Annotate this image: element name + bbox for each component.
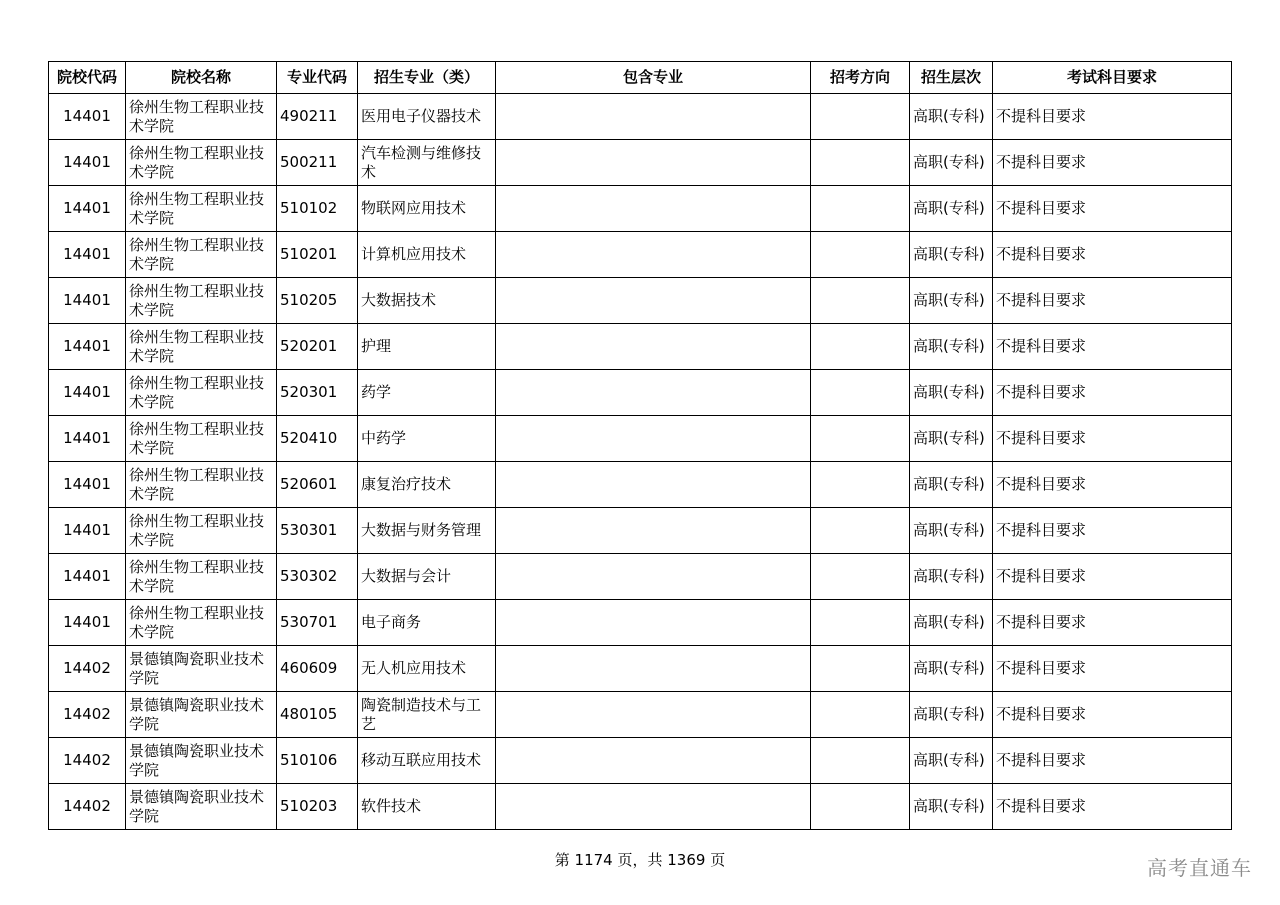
page-footer: 第 1174 页，共 1369 页 [554,851,726,869]
cell-school-code: 14401 [49,462,126,508]
cell-level: 高职(专科) [910,646,993,692]
table-row [49,186,1232,232]
cell-requirement: 不提科目要求 [993,646,1232,692]
cell-major: 药学 [358,370,496,416]
cell-requirement: 不提科目要求 [993,324,1232,370]
cell-level: 高职(专科) [910,232,993,278]
cell-school-name: 徐州生物工程职业技术学院 [126,416,277,462]
cell-school-name: 徐州生物工程职业技术学院 [126,600,277,646]
cell-direction [811,232,910,278]
cell-included-majors [496,784,811,830]
cell-school-name: 徐州生物工程职业技术学院 [126,554,277,600]
cell-school-code: 14402 [49,738,126,784]
cell-direction [811,738,910,784]
cell-school-name: 徐州生物工程职业技术学院 [126,508,277,554]
cell-major: 软件技术 [358,784,496,830]
cell-included-majors [496,370,811,416]
cell-school-code: 14401 [49,94,126,140]
table-row [49,140,1232,186]
cell-school-name: 徐州生物工程职业技术学院 [126,140,277,186]
cell-level: 高职(专科) [910,738,993,784]
cell-direction [811,324,910,370]
cell-school-code: 14402 [49,784,126,830]
cell-requirement: 不提科目要求 [993,370,1232,416]
cell-direction [811,600,910,646]
cell-major-code: 510205 [277,278,358,324]
cell-direction [811,278,910,324]
cell-direction [811,646,910,692]
cell-included-majors [496,278,811,324]
cell-major: 电子商务 [358,600,496,646]
header-row [49,62,1232,94]
header-major-code: 专业代码 [277,62,358,94]
cell-school-code: 14401 [49,140,126,186]
cell-major: 物联网应用技术 [358,186,496,232]
header-major: 招生专业（类） [358,62,496,94]
cell-level: 高职(专科) [910,324,993,370]
cell-included-majors [496,600,811,646]
cell-level: 高职(专科) [910,186,993,232]
table-row [49,416,1232,462]
table-row [49,784,1232,830]
cell-school-code: 14401 [49,370,126,416]
cell-school-code: 14401 [49,554,126,600]
cell-major-code: 530301 [277,508,358,554]
cell-major: 大数据与会计 [358,554,496,600]
cell-direction [811,370,910,416]
cell-major: 大数据与财务管理 [358,508,496,554]
cell-requirement: 不提科目要求 [993,554,1232,600]
table-row [49,232,1232,278]
cell-included-majors [496,692,811,738]
header-direction: 招考方向 [811,62,910,94]
cell-school-code: 14401 [49,600,126,646]
header-level: 招生层次 [910,62,993,94]
cell-included-majors [496,508,811,554]
cell-direction [811,186,910,232]
cell-requirement: 不提科目要求 [993,462,1232,508]
cell-level: 高职(专科) [910,554,993,600]
header-requirement: 考试科目要求 [993,62,1232,94]
table-row [49,738,1232,784]
cell-requirement: 不提科目要求 [993,278,1232,324]
header-school-code: 院校代码 [49,62,126,94]
cell-level: 高职(专科) [910,278,993,324]
cell-direction [811,140,910,186]
admissions-table [48,61,1232,830]
cell-school-code: 14402 [49,692,126,738]
cell-major-code: 510106 [277,738,358,784]
cell-school-code: 14401 [49,278,126,324]
cell-school-name: 景德镇陶瓷职业技术学院 [126,692,277,738]
cell-requirement: 不提科目要求 [993,738,1232,784]
cell-major-code: 480105 [277,692,358,738]
cell-major: 汽车检测与维修技术 [358,140,496,186]
cell-major: 移动互联应用技术 [358,738,496,784]
table-row [49,462,1232,508]
cell-school-name: 徐州生物工程职业技术学院 [126,370,277,416]
cell-school-code: 14402 [49,646,126,692]
table-row [49,646,1232,692]
cell-school-name: 徐州生物工程职业技术学院 [126,186,277,232]
cell-major: 医用电子仪器技术 [358,94,496,140]
table-row [49,278,1232,324]
cell-school-code: 14401 [49,186,126,232]
cell-major-code: 510203 [277,784,358,830]
cell-level: 高职(专科) [910,508,993,554]
cell-included-majors [496,738,811,784]
cell-included-majors [496,646,811,692]
cell-direction [811,462,910,508]
table-row [49,692,1232,738]
cell-level: 高职(专科) [910,94,993,140]
cell-included-majors [496,140,811,186]
cell-direction [811,554,910,600]
watermark: 高考直通车 [1147,856,1252,880]
table-row [49,508,1232,554]
cell-major-code: 530701 [277,600,358,646]
cell-requirement: 不提科目要求 [993,140,1232,186]
cell-school-code: 14401 [49,508,126,554]
cell-requirement: 不提科目要求 [993,508,1232,554]
cell-direction [811,416,910,462]
cell-school-code: 14401 [49,232,126,278]
cell-requirement: 不提科目要求 [993,600,1232,646]
cell-school-name: 景德镇陶瓷职业技术学院 [126,738,277,784]
table-row [49,554,1232,600]
header-school-name: 院校名称 [126,62,277,94]
cell-requirement: 不提科目要求 [993,692,1232,738]
cell-major-code: 530302 [277,554,358,600]
cell-major-code: 520410 [277,416,358,462]
table-body [49,94,1232,830]
cell-level: 高职(专科) [910,600,993,646]
cell-school-name: 景德镇陶瓷职业技术学院 [126,784,277,830]
cell-major: 大数据技术 [358,278,496,324]
table-row [49,324,1232,370]
cell-major: 陶瓷制造技术与工艺 [358,692,496,738]
cell-major: 计算机应用技术 [358,232,496,278]
cell-major-code: 490211 [277,94,358,140]
cell-requirement: 不提科目要求 [993,94,1232,140]
cell-level: 高职(专科) [910,140,993,186]
cell-requirement: 不提科目要求 [993,784,1232,830]
cell-major: 护理 [358,324,496,370]
cell-major-code: 510102 [277,186,358,232]
cell-requirement: 不提科目要求 [993,416,1232,462]
cell-direction [811,692,910,738]
cell-school-name: 景德镇陶瓷职业技术学院 [126,646,277,692]
cell-school-name: 徐州生物工程职业技术学院 [126,324,277,370]
cell-school-code: 14401 [49,416,126,462]
cell-major-code: 520601 [277,462,358,508]
cell-included-majors [496,462,811,508]
cell-major-code: 500211 [277,140,358,186]
cell-level: 高职(专科) [910,784,993,830]
cell-requirement: 不提科目要求 [993,232,1232,278]
cell-major: 中药学 [358,416,496,462]
cell-school-name: 徐州生物工程职业技术学院 [126,94,277,140]
table-row [49,94,1232,140]
cell-major: 康复治疗技术 [358,462,496,508]
cell-level: 高职(专科) [910,692,993,738]
cell-major-code: 460609 [277,646,358,692]
cell-direction [811,508,910,554]
cell-level: 高职(专科) [910,462,993,508]
table-row [49,600,1232,646]
cell-included-majors [496,186,811,232]
cell-school-name: 徐州生物工程职业技术学院 [126,462,277,508]
cell-direction [811,94,910,140]
cell-major-code: 520301 [277,370,358,416]
cell-included-majors [496,232,811,278]
cell-direction [811,784,910,830]
cell-included-majors [496,94,811,140]
cell-school-name: 徐州生物工程职业技术学院 [126,278,277,324]
cell-level: 高职(专科) [910,370,993,416]
cell-included-majors [496,416,811,462]
cell-school-code: 14401 [49,324,126,370]
cell-major-code: 520201 [277,324,358,370]
cell-requirement: 不提科目要求 [993,186,1232,232]
cell-school-name: 徐州生物工程职业技术学院 [126,232,277,278]
table-row [49,370,1232,416]
cell-level: 高职(专科) [910,416,993,462]
cell-included-majors [496,554,811,600]
header-included-majors: 包含专业 [496,62,811,94]
cell-major-code: 510201 [277,232,358,278]
cell-major: 无人机应用技术 [358,646,496,692]
cell-included-majors [496,324,811,370]
